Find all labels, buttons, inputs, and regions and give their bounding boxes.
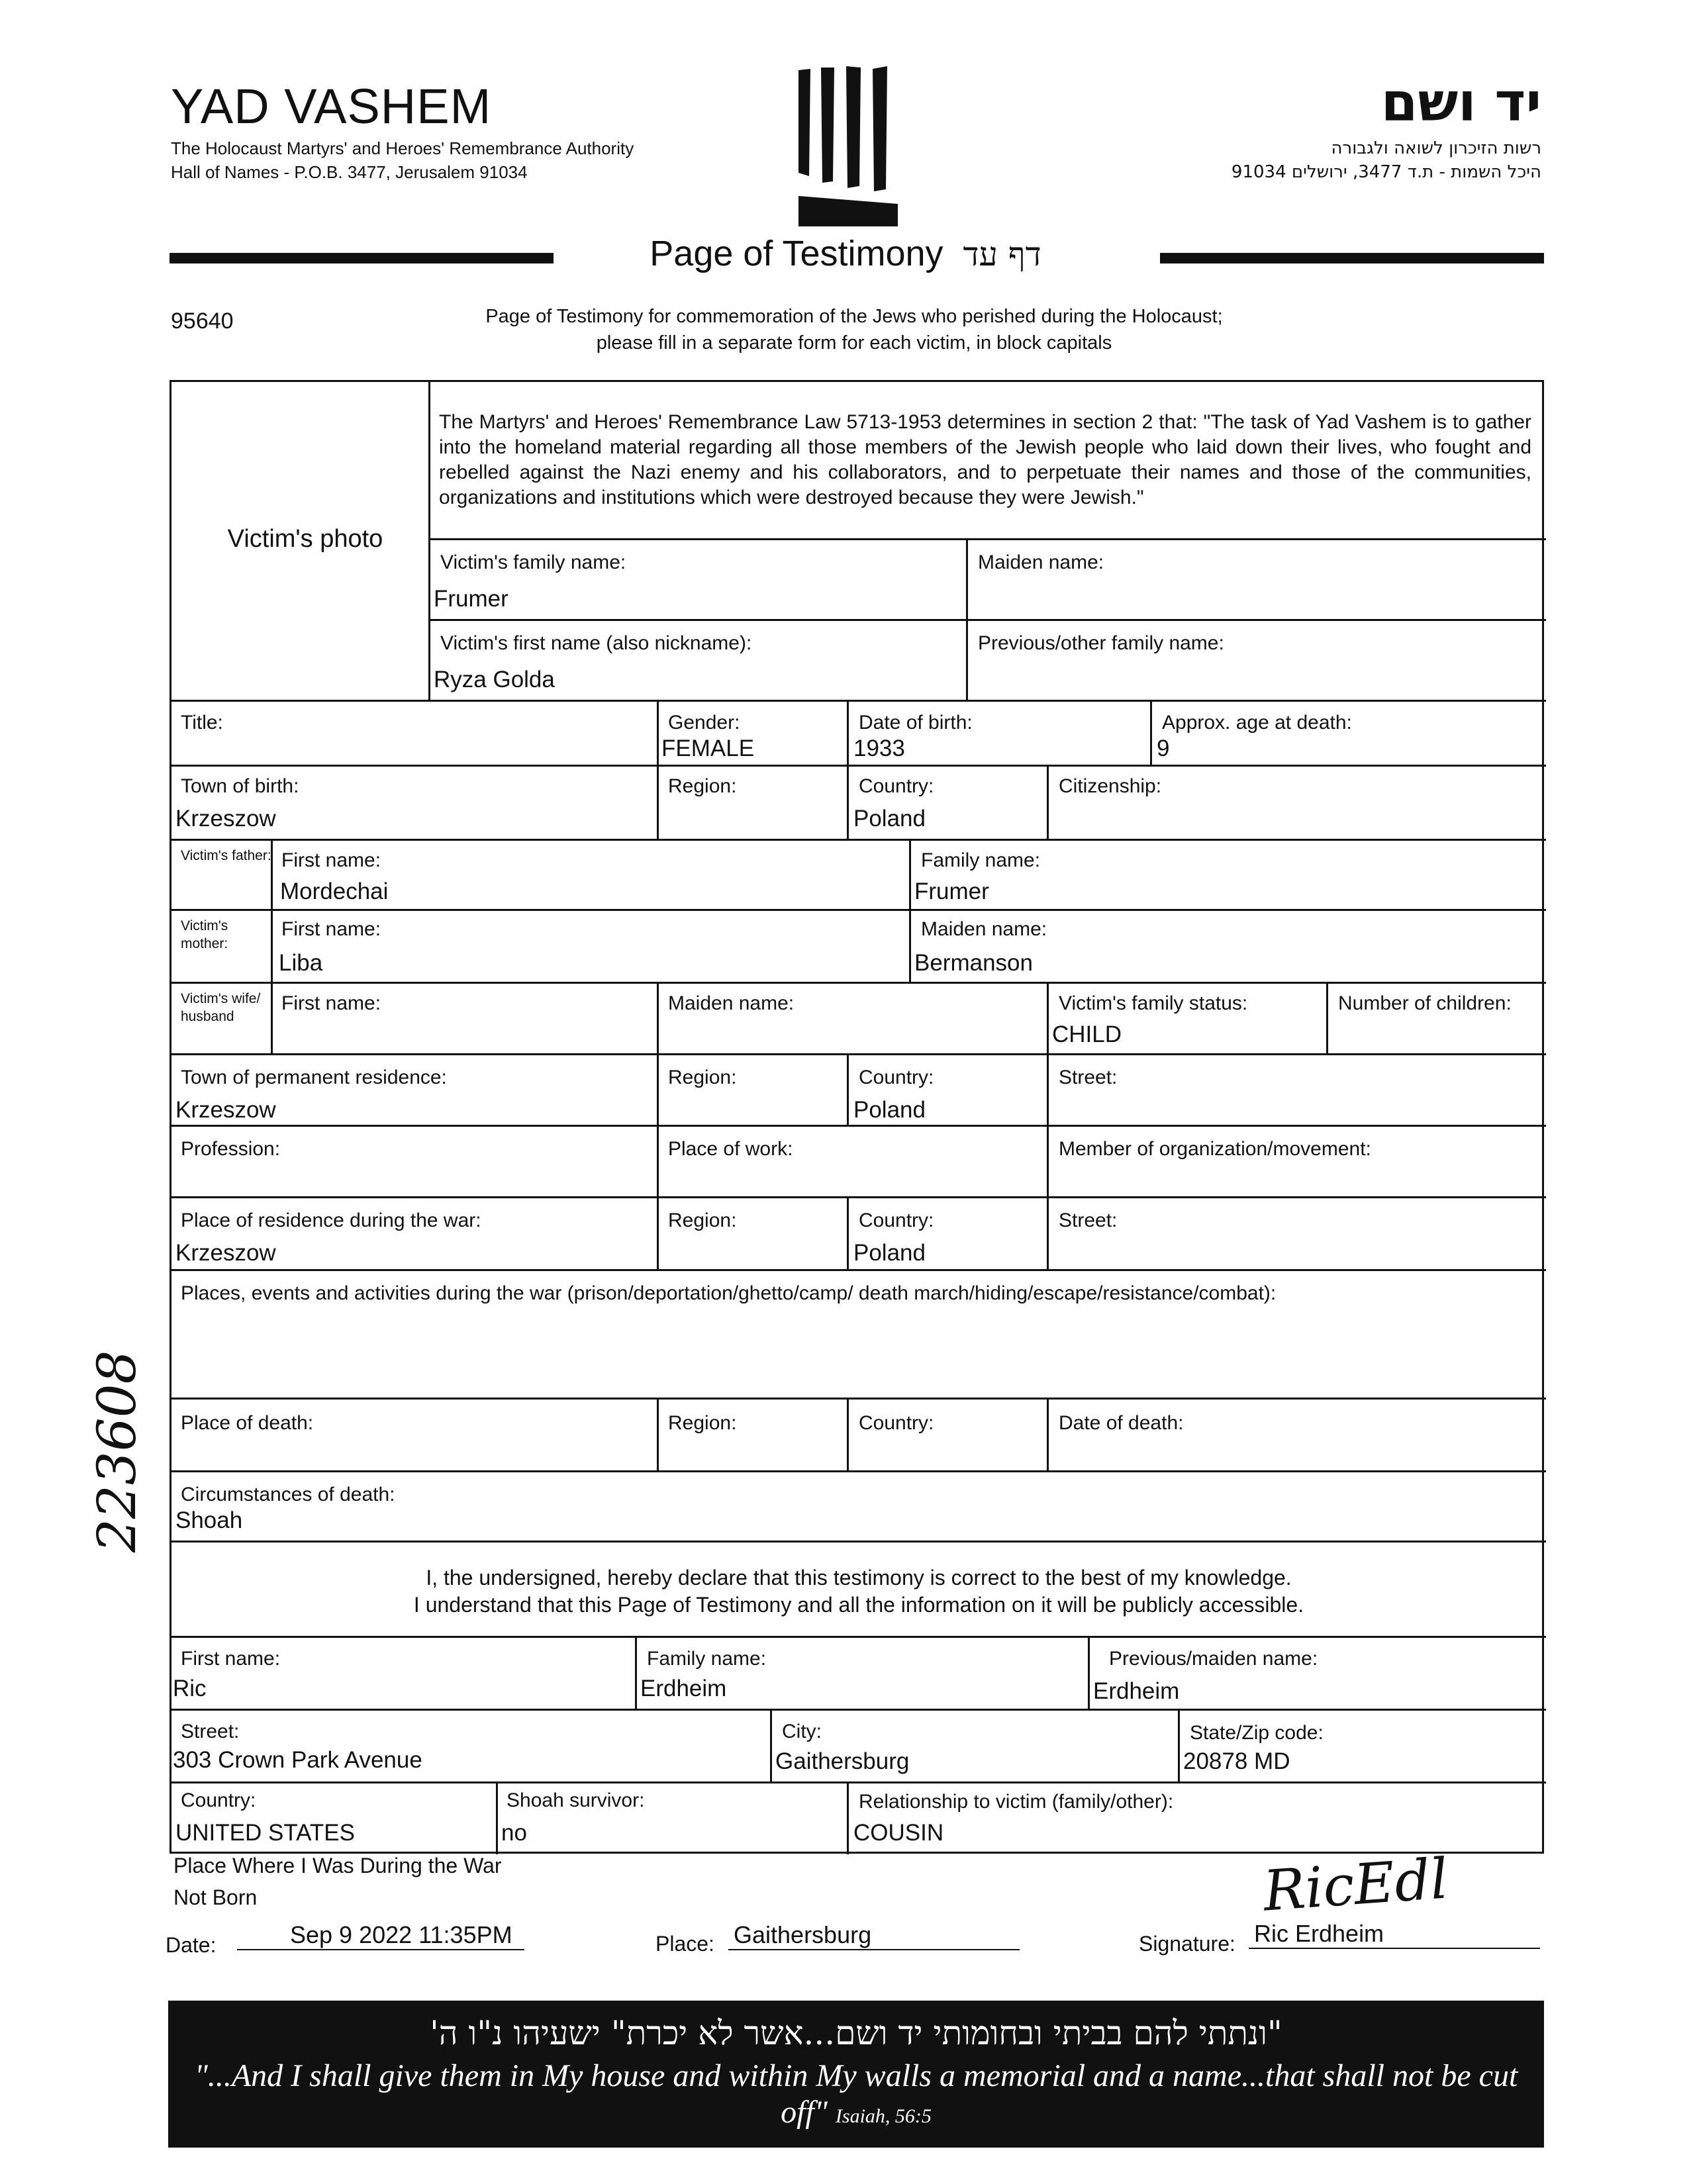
victim-photo-label: Victim's photo (227, 525, 383, 553)
war-country-label: Country: (859, 1210, 934, 1231)
org-name: YAD VASHEM (171, 79, 492, 134)
signature-label: Signature: (1139, 1932, 1235, 1956)
father-first-name: Mordechai (280, 878, 389, 904)
victim-family-name-label: Victim's family name: (440, 551, 626, 573)
signature-name: Ric Erdheim (1249, 1920, 1540, 1949)
mother-side-label: Victim's mother: (181, 918, 228, 951)
submitter-first-name: Ric (173, 1676, 207, 1701)
org-line-2: Hall of Names - P.O.B. 3477, Jerusalem 91034 (171, 162, 528, 182)
declaration-line-2: I understand that this Page of Testimony and all the information on it will be publicly accessible. (413, 1593, 1304, 1617)
father-family-name: Frumer (914, 878, 989, 904)
war-country-value: Poland (853, 1240, 926, 1266)
region-label: Region: (668, 775, 737, 797)
org-line-1: The Holocaust Martyrs' and Heroes' Remembrance Authority (171, 138, 634, 158)
intro-line-2: please fill in a separate form for each victim, in block capitals (596, 332, 1112, 354)
document-number: 95640 (171, 309, 234, 334)
submitter-family-label: Family name: (647, 1648, 767, 1670)
testimony-form (169, 380, 1544, 1854)
isaiah-banner (168, 2001, 1544, 2148)
submitter-city: Gaithersburg (775, 1748, 910, 1774)
profession-label: Profession: (181, 1138, 281, 1160)
form-title (0, 233, 1691, 274)
submitter-country-label: Country: (181, 1789, 256, 1811)
date-of-death-label: Date of death: (1059, 1412, 1184, 1434)
declaration (171, 1564, 1546, 1619)
spouse-maiden-label: Maiden name: (668, 992, 795, 1014)
banner-english (168, 2058, 1544, 2130)
date-label: Date: (166, 1933, 217, 1957)
title-label: Title: (181, 712, 223, 734)
residence-region-label: Region: (668, 1067, 737, 1088)
war-residence-value: Krzeszow (175, 1240, 276, 1266)
war-place-label: Place Where I Was During the War (173, 1854, 502, 1877)
place-of-work-label: Place of work: (668, 1138, 793, 1160)
submitter-prev-name: Erdheim (1093, 1678, 1180, 1704)
citizenship-label: Citizenship: (1059, 775, 1162, 797)
submitter-family-name: Erdheim (640, 1676, 727, 1701)
dob-label: Date of birth: (859, 712, 973, 734)
heb-line-1: רשות הזיכרון לשואה ולגבורה (1331, 138, 1541, 158)
children-label: Number of children: (1338, 992, 1512, 1014)
signature-scrawl: RicEdl (1261, 1846, 1451, 1924)
residence-country-value: Poland (853, 1097, 926, 1123)
gender-label: Gender: (668, 712, 740, 734)
spouse-side-label: Victim's wife/ husband (181, 991, 261, 1024)
survivor-value: no (501, 1820, 527, 1846)
submitter-city-label: City: (782, 1721, 822, 1742)
age-label: Approx. age at death: (1162, 712, 1352, 734)
victim-family-name: Frumer (434, 586, 508, 612)
death-country-label: Country: (859, 1412, 934, 1434)
intro-line-1: Page of Testimony for commemoration of the Jews who perished during the Holocaust; (485, 306, 1223, 327)
mother-first-label: First name: (281, 918, 381, 940)
country-label: Country: (859, 775, 934, 797)
submitter-street: 303 Crown Park Avenue (173, 1747, 422, 1773)
mother-first-name: Liba (279, 950, 323, 976)
family-status-label: Victim's family status: (1059, 992, 1248, 1014)
form-intro (424, 303, 1284, 356)
dob-value: 1933 (853, 736, 905, 761)
permanent-town-label: Town of permanent residence: (181, 1067, 447, 1088)
date-value: Sep 9 2022 11:35PM (237, 1921, 524, 1950)
submitter-state: 20878 MD (1183, 1748, 1290, 1774)
maiden-name-label: Maiden name: (978, 551, 1104, 573)
residence-street-label: Street: (1059, 1067, 1118, 1088)
submitter-state-label: State/Zip code: (1190, 1722, 1324, 1744)
relationship-label: Relationship to victim (family/other): (859, 1791, 1174, 1813)
form-title-heb: דף עד (963, 235, 1041, 273)
war-residence-label: Place of residence during the war: (181, 1210, 481, 1231)
banner-hebrew: "ונתתי להם בביתי ובחומותי יד ושם...אשר לא יכרת" ישעיהו נ"ו ה' (430, 2014, 1282, 2052)
place-value: Gaithersburg (728, 1921, 1020, 1950)
form-title-en: Page of Testimony (650, 234, 943, 273)
war-street-label: Street: (1059, 1210, 1118, 1231)
town-birth-value: Krzeszow (175, 806, 276, 831)
victim-first-name: Ryza Golda (434, 667, 555, 692)
country-birth-value: Poland (853, 806, 926, 831)
mother-maiden-label: Maiden name: (921, 918, 1047, 940)
father-side-label: Victim's father: (181, 848, 271, 863)
war-region-label: Region: (668, 1210, 737, 1231)
submitter-first-label: First name: (181, 1648, 281, 1670)
family-status-value: CHILD (1052, 1021, 1122, 1047)
town-birth-label: Town of birth: (181, 775, 299, 797)
org-name-hebrew: יד ושם (1380, 71, 1541, 133)
permanent-town-value: Krzeszow (175, 1097, 276, 1123)
father-first-label: First name: (281, 849, 381, 871)
declaration-line-1: I, the undersigned, hereby declare that this testimony is correct to the best of my knowledge. (426, 1566, 1292, 1590)
previous-family-name-label: Previous/other family name: (978, 632, 1224, 654)
mother-maiden-name: Bermanson (914, 950, 1033, 976)
banner-reference: Isaiah, 56:5 (835, 2105, 932, 2127)
banner-quote: "...And I shall give them in My house and within My walls a memorial and a name...that shall not be cut off" (194, 2058, 1518, 2130)
war-place-value: Not Born (173, 1885, 258, 1909)
survivor-label: Shoah survivor: (507, 1789, 645, 1811)
submitter-prev-label: Previous/maiden name: (1109, 1648, 1318, 1670)
law-text: The Martyrs' and Heroes' Remembrance Law 5713-1953 determines in section 2 that: "The task of Yad Vashem is to gather into the homeland material regarding all those members of the Jewish people who laid down their lives, who fought and rebelled against the Nazi enemy and his collaborators, and to perpetuate their names and those of the communities, organizations and institutions which were destroyed because they were Jewish." (439, 411, 1531, 508)
residence-country-label: Country: (859, 1067, 934, 1088)
father-family-label: Family name: (921, 849, 1041, 871)
handwritten-number: 223608 (86, 1350, 148, 1552)
org-hebrew-subtitle (1232, 136, 1541, 184)
place-of-death-label: Place of death: (181, 1412, 314, 1434)
circumstances-value: Shoah (175, 1507, 243, 1533)
place-label: Place: (655, 1932, 714, 1956)
submitter-street-label: Street: (181, 1721, 240, 1742)
spouse-first-label: First name: (281, 992, 381, 1014)
war-places-label: Places, events and activities during the war (prison/deportation/ghetto/camp/ death march/hiding/escape/resistance/combat): (181, 1282, 1277, 1304)
age-value: 9 (1157, 736, 1170, 761)
death-region-label: Region: (668, 1412, 737, 1434)
circumstances-label: Circumstances of death: (181, 1484, 395, 1505)
member-org-label: Member of organization/movement: (1059, 1138, 1371, 1160)
heb-line-2: היכל השמות - ת.ד 3477, ירושלים 91034 (1231, 162, 1541, 182)
victim-first-name-label: Victim's first name (also nickname): (440, 632, 752, 654)
yad-vashem-logo-icon (792, 64, 904, 229)
relationship-value: COUSIN (853, 1820, 944, 1846)
gender-value: FEMALE (661, 736, 755, 761)
submitter-country: UNITED STATES (175, 1820, 355, 1846)
